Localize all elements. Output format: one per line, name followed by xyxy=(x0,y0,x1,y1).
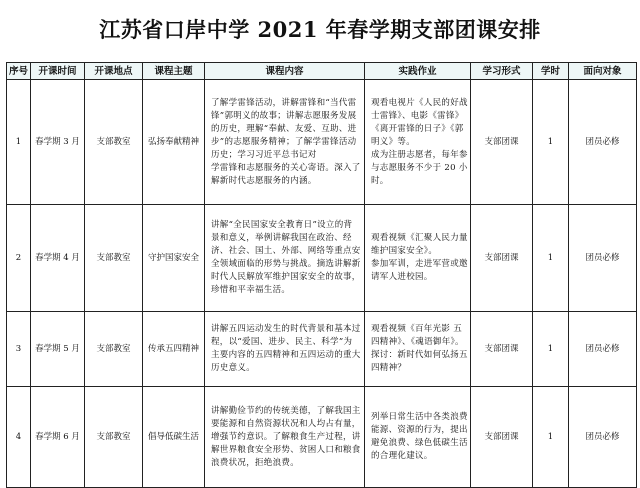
work-line: 避免浪费、绿色低碳生活 xyxy=(371,438,468,448)
course-content xyxy=(205,387,365,488)
course-theme: 传承五四精神 xyxy=(143,312,205,387)
header-cell: 开课时间 xyxy=(31,63,85,80)
course-content xyxy=(205,312,365,387)
practice-work xyxy=(365,312,471,387)
header-cell: 课程内容 xyxy=(205,63,365,80)
work-line: 的合理化建议。 xyxy=(371,451,433,461)
row-number: 3 xyxy=(7,312,31,387)
content-line: 了解学雷锋活动，讲解雷锋和“当代雷 xyxy=(211,97,357,108)
work-line: 观看电视片《人民的好战 xyxy=(371,97,468,108)
content-line: 的历史，理解“奉献、友爱、互助、进 xyxy=(211,123,357,134)
work-line: 探讨：新时代如何弘扬五 xyxy=(371,350,468,360)
work-line: 参加军训，走进军营或邀 xyxy=(371,259,468,269)
header-cell: 实践作业 xyxy=(365,63,471,80)
work-line: 时。 xyxy=(371,175,389,186)
study-hours: 1 xyxy=(533,205,569,312)
header-cell: 学习形式 xyxy=(471,63,533,80)
header-cell: 序号 xyxy=(7,63,31,80)
work-line: 列举日常生活中各类浪费 xyxy=(371,412,468,422)
course-time: 春学期 3 月 xyxy=(31,80,85,205)
course-theme: 倡导低碳生活 xyxy=(143,387,205,488)
work-line: 能源、资源的行为，提出 xyxy=(371,425,468,435)
content-line: 全领域面临的形势与挑战。摘选讲解新 xyxy=(211,259,361,269)
content-line: 讲解勤俭节约的传统美德，了解我国主 xyxy=(211,405,361,416)
header-cell: 开课地点 xyxy=(85,63,143,80)
work-line: 观看视频《百年光影 五 xyxy=(371,324,463,334)
table-row xyxy=(7,80,637,205)
work-line: 维护国家安全》。 xyxy=(371,246,438,256)
course-theme: 弘扬奉献精神 xyxy=(143,80,205,205)
course-theme: 守护国家安全 xyxy=(143,205,205,312)
content-line: 程，以“爱国、进步、民主、科学”为 xyxy=(211,337,353,347)
work-line: 请军人进校园。 xyxy=(371,272,433,282)
course-place: 支部教室 xyxy=(85,80,143,205)
content-line: 解世界粮食安全形势、贫困人口和粮食 xyxy=(211,444,361,455)
work-line: 《离开雷锋的日子》《郭 xyxy=(371,123,464,134)
content-line: 增强节约意识。了解粮食生产过程，讲 xyxy=(211,431,361,442)
course-place: 支部教室 xyxy=(85,205,143,312)
work-line: 四精神》、《魂语御年》。 xyxy=(371,337,464,347)
content-line: 锋”郭明义的故事；讲解志愿服务发展 xyxy=(211,110,357,121)
content-line: 讲解“全民国家安全教育日”设立的背 xyxy=(211,220,353,230)
study-hours: 1 xyxy=(533,387,569,488)
work-line: 四精神？ xyxy=(371,363,407,373)
content-line: 学雷锋和志愿服务的关心寄语。深入了 xyxy=(211,162,361,173)
content-line: 浪费状况，拒绝浪费。 xyxy=(211,457,300,468)
target-audience: 团员必修 xyxy=(569,80,637,205)
target-audience: 团员必修 xyxy=(569,387,637,488)
work-line: 明义》等。 xyxy=(371,136,416,147)
practice-work xyxy=(365,80,471,205)
course-time: 春学期 4 月 xyxy=(31,205,85,312)
row-number: 2 xyxy=(7,205,31,312)
table-row xyxy=(7,205,637,312)
header-cell: 面向对象 xyxy=(569,63,637,80)
target-audience: 团员必修 xyxy=(569,312,637,387)
content-line: 讲解五四运动发生的时代背景和基本过 xyxy=(211,324,361,334)
content-line: 济、社会、国土、外部、网络等重点安 xyxy=(211,246,361,256)
content-line: 时代人民解放军维护国家安全的故事， xyxy=(211,272,361,282)
course-content xyxy=(205,205,365,312)
course-place: 支部教室 xyxy=(85,312,143,387)
course-place: 支部教室 xyxy=(85,387,143,488)
content-line: 景和意义，举例讲解我国在政治、经 xyxy=(211,233,352,243)
work-line: 成为注册志愿者，每年参 xyxy=(371,149,468,160)
course-time: 春学期 5 月 xyxy=(31,312,85,387)
study-hours: 1 xyxy=(533,80,569,205)
practice-work xyxy=(365,205,471,312)
content-line: 主要内容的五四精神和五四运动的重大 xyxy=(211,350,361,360)
course-content xyxy=(205,80,365,205)
table-row xyxy=(7,312,637,387)
table-row xyxy=(7,387,637,488)
content-line: 历史；学习习近平总书记对 xyxy=(211,149,317,160)
study-form: 支部团课 xyxy=(471,312,533,387)
row-number: 1 xyxy=(7,80,31,205)
study-hours: 1 xyxy=(533,312,569,387)
study-form: 支部团课 xyxy=(471,387,533,488)
content-line: 珍惜和平幸福生活。 xyxy=(211,285,291,295)
page-title: 江苏省口岸中学 2021 年春学期支部团课安排 xyxy=(99,17,541,42)
content-line: 历史意义。 xyxy=(211,363,256,373)
work-line: 观看视频《汇聚人民力量 xyxy=(371,233,468,243)
content-line: 解新时代志愿服务的内涵。 xyxy=(211,175,317,186)
course-time: 春学期 6 月 xyxy=(31,387,85,488)
study-form: 支部团课 xyxy=(471,80,533,205)
schedule-table xyxy=(6,62,637,488)
target-audience: 团员必修 xyxy=(569,205,637,312)
header-cell: 学时 xyxy=(533,63,569,80)
work-line: 与志愿服务不少于 20 小 xyxy=(371,162,468,173)
header-row xyxy=(7,63,637,80)
header-cell: 课程主题 xyxy=(143,63,205,80)
content-line: 要能源和自然资源状况和人均占有量， xyxy=(211,418,361,429)
study-form: 支部团课 xyxy=(471,205,533,312)
practice-work xyxy=(365,387,471,488)
content-line: 步”的志愿服务精神；了解学雷锋活动 xyxy=(211,136,357,147)
work-line: 士雷锋》、电影《雷锋》 xyxy=(371,110,464,121)
row-number: 4 xyxy=(7,387,31,488)
